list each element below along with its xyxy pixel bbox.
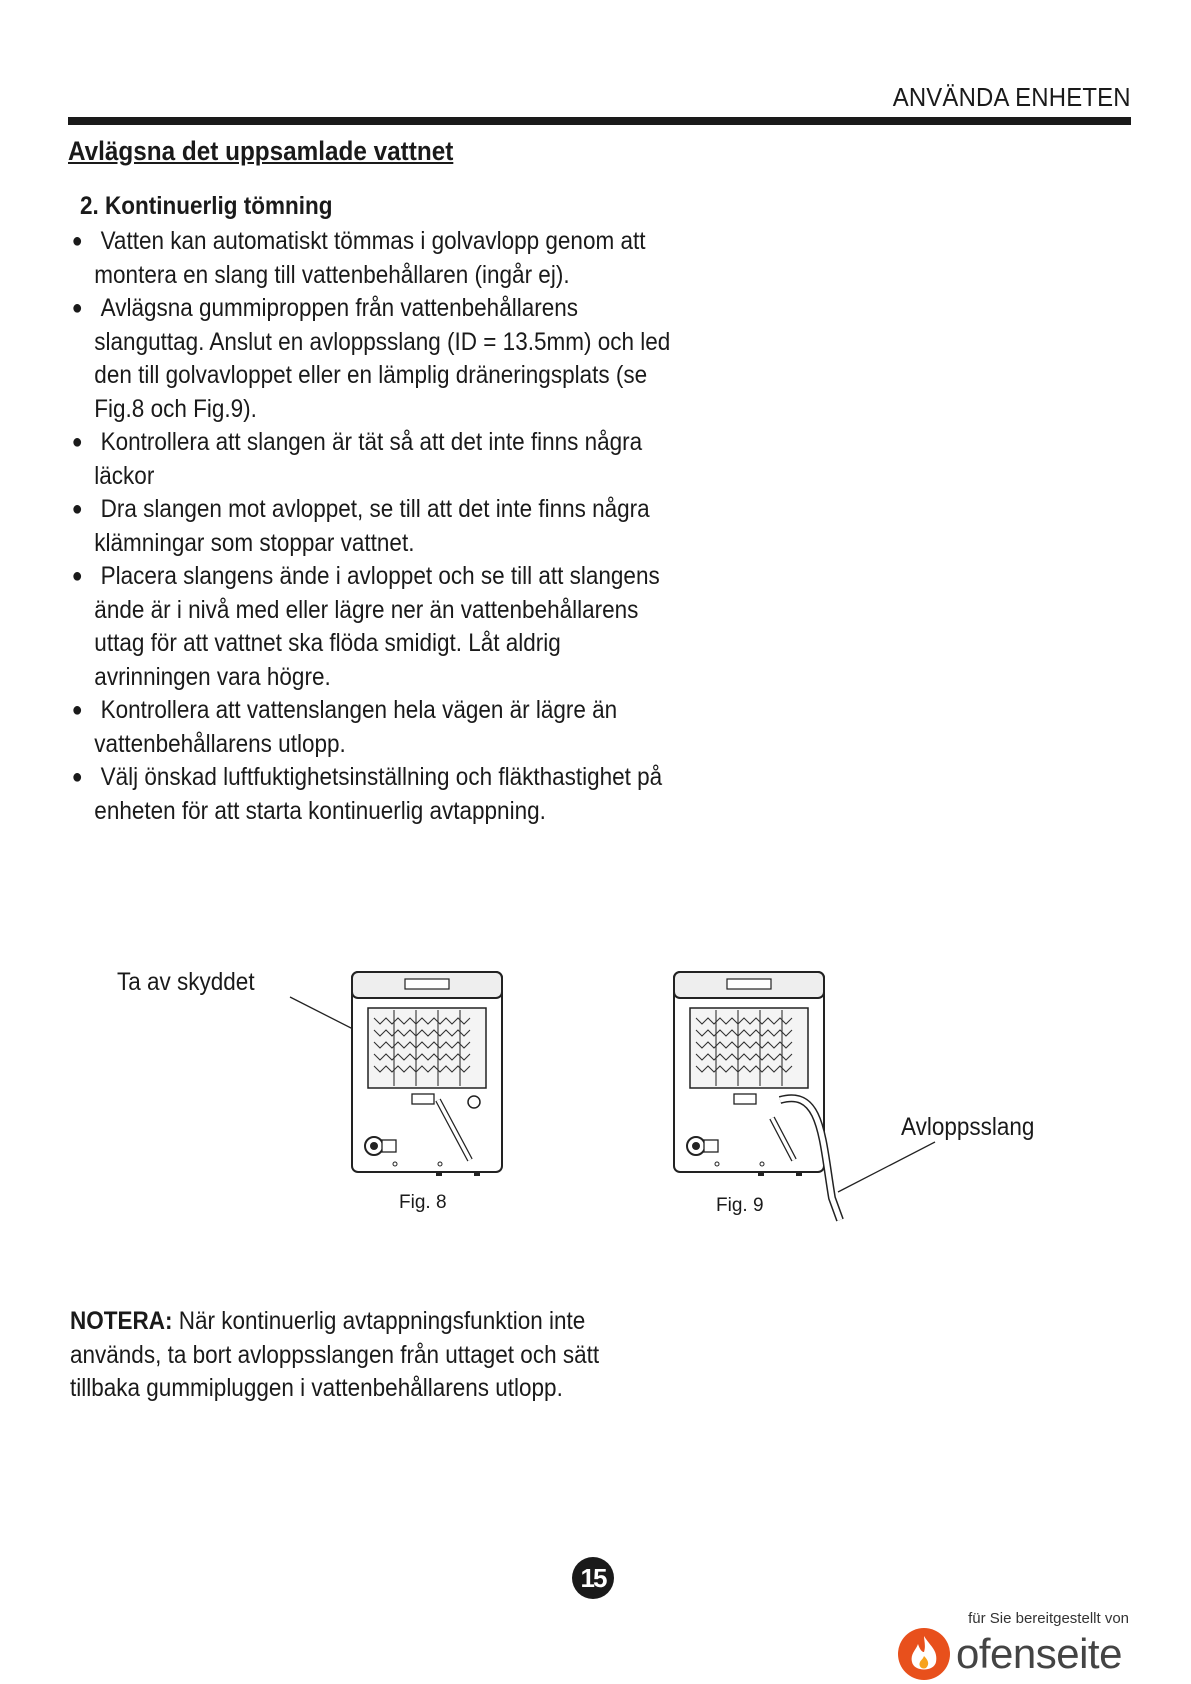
fig8-caption: Fig. 8 — [399, 1192, 447, 1213]
list-item-text: Kontrollera att vattenslangen hela vägen är lägre än vattenbehållarens utlopp. — [94, 696, 618, 758]
fig8-callout: Ta av skyddet — [117, 968, 255, 996]
section-title: Avlägsna det uppsamlade vattnet — [68, 136, 454, 166]
brand-name: ofenseite — [956, 1630, 1122, 1677]
fig8-dehumidifier-illustration — [350, 968, 510, 1180]
fig9-caption: Fig. 9 — [716, 1195, 764, 1216]
bullet-icon: ● — [71, 565, 83, 587]
bullet-icon: ● — [71, 230, 83, 252]
note-text: När kontinuerlig avtappningsfunktion inte används, ta bort avloppsslangen från uttaget och sätt tillbaka gummipluggen i vattenbehållarens utlopp. — [70, 1307, 600, 1402]
list-item-text: Vatten kan automatiskt tömmas i golvavlopp genom att montera en slang till vattenbehållaren (ingår ej). — [94, 227, 646, 289]
bullet-icon: ● — [71, 699, 83, 721]
bullet-icon: ● — [71, 498, 83, 520]
note-label: NOTERA: — [70, 1307, 173, 1335]
note-paragraph — [70, 1305, 610, 1406]
fig9-callout: Avloppsslang — [901, 1113, 1035, 1141]
credit-text: für Sie bereitgestellt von — [968, 1610, 1129, 1627]
subsection-title: 2. Kontinuerlig tömning — [80, 192, 333, 220]
list-item-text: Kontrollera att slangen är tät så att det inte finns några läckor — [94, 428, 643, 490]
page-number: 15 — [572, 1557, 614, 1599]
header-title: ANVÄNDA ENHETEN — [892, 82, 1131, 112]
list-item-text: Placera slangens ände i avloppet och se till att slangens ände är i nivå med eller lägre ner än vattenbehållarens uttag för att vattnet ska flöda smidigt. Låt aldrig avrinningen vara högre. — [94, 562, 660, 691]
bullet-icon: ● — [71, 766, 83, 788]
list-item-text: Välj önskad luftfuktighetsinställning och fläkthastighet på enheten för att starta kontinuerlig avtappning. — [94, 763, 663, 825]
flame-icon — [896, 1626, 952, 1682]
fig9-dehumidifier-illustration — [672, 968, 872, 1228]
list-item-text: Avlägsna gummiproppen från vattenbehållarens slanguttag. Anslut en avloppsslang (ID = 13.5mm) och led den till golvavloppet eller en lämplig dräneringsplats (se Fig.8 och Fig.9). — [94, 294, 671, 423]
bullet-icon: ● — [71, 431, 83, 453]
list-item-text: Dra slangen mot avloppet, se till att det inte finns några klämningar som stoppar vattnet. — [94, 495, 650, 557]
bullet-icon: ● — [71, 297, 83, 319]
brand-logo[interactable] — [896, 1626, 1136, 1682]
